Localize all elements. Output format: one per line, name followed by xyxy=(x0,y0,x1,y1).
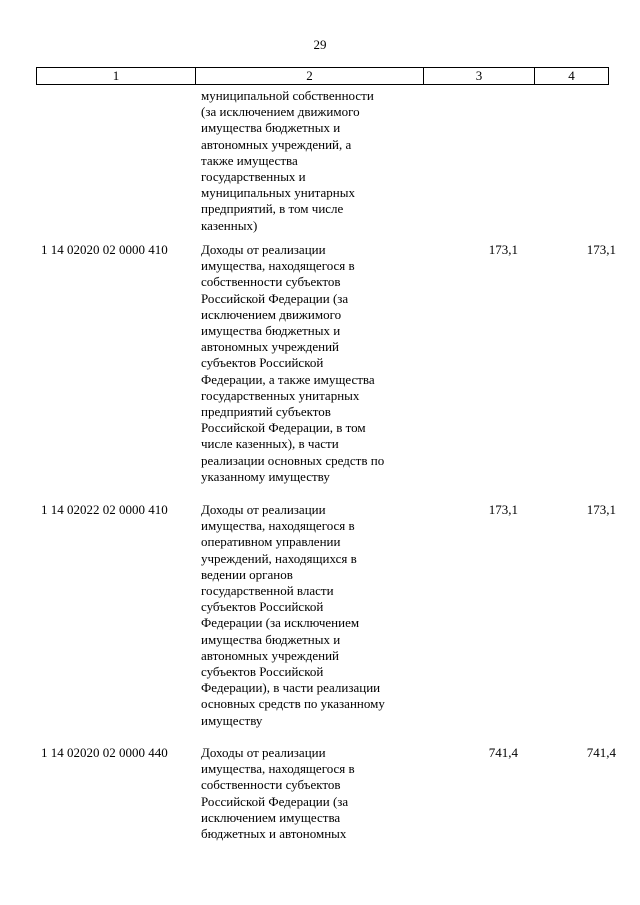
description-line: Российской Федерации (за xyxy=(201,793,349,809)
value-column-3: 173,1 xyxy=(488,502,518,517)
description-line: имущества, находящегося в xyxy=(201,761,355,777)
description-line: муниципальной собственности xyxy=(201,88,374,103)
description-line: (за исключением движимого xyxy=(201,104,360,120)
column-header-3: 3 xyxy=(424,68,535,84)
description-line: государственных и xyxy=(201,169,306,185)
page-number: 29 xyxy=(313,37,327,52)
table-row xyxy=(0,242,640,485)
description-line: числе казенных), в части xyxy=(201,436,339,452)
description-line: предприятий, в том числе xyxy=(201,201,344,217)
table-row xyxy=(0,88,640,234)
column-header-4: 4 xyxy=(568,68,575,83)
description-line: муниципальных унитарных xyxy=(201,185,355,201)
description-line: основных средств по указанному xyxy=(201,696,385,712)
row-description xyxy=(201,745,426,842)
description-line: Федерации), в части реализации xyxy=(201,680,381,696)
description-line: имущества, находящегося в xyxy=(201,518,355,534)
description-line: исключением движимого xyxy=(201,306,342,322)
description-line: ведении органов xyxy=(201,566,293,582)
value-column-4: 173,1 xyxy=(586,502,616,517)
value-column-4: 741,4 xyxy=(586,745,616,760)
description-line: оперативном управлении xyxy=(201,534,341,550)
description-line: бюджетных и автономных xyxy=(201,826,347,842)
description-line: имуществу xyxy=(201,712,263,728)
table-header xyxy=(36,67,609,85)
row-description xyxy=(201,502,426,729)
description-line: автономных учреждений xyxy=(201,647,340,663)
description-line: Федерации (за исключением xyxy=(201,615,360,631)
column-header-1: 1 xyxy=(37,68,196,84)
description-line: субъектов Российской xyxy=(201,599,324,615)
description-line: указанному имуществу xyxy=(201,468,330,484)
description-line: Доходы от реализации xyxy=(201,242,326,257)
value-column-3: 173,1 xyxy=(488,242,518,257)
description-line: собственности субъектов xyxy=(201,777,341,793)
description-line: также имущества xyxy=(201,152,298,168)
description-line: имущества бюджетных и xyxy=(201,120,341,136)
description-line: учреждений, находящихся в xyxy=(201,550,357,566)
description-line: автономных учреждений xyxy=(201,339,340,355)
description-line: Российской Федерации (за xyxy=(201,290,349,306)
table-row xyxy=(0,502,640,729)
description-line: казенных) xyxy=(201,217,258,233)
description-line: имущества бюджетных и xyxy=(201,323,341,339)
description-line: Доходы от реализации xyxy=(201,745,326,760)
description-line: Российской Федерации, в том xyxy=(201,420,366,436)
description-line: собственности субъектов xyxy=(201,274,341,290)
value-column-3: 741,4 xyxy=(488,745,518,760)
description-line: автономных учреждений, а xyxy=(201,136,352,152)
description-line: предприятий субъектов xyxy=(201,404,331,420)
description-line: имущества бюджетных и xyxy=(201,631,341,647)
table-row xyxy=(0,745,640,842)
budget-code: 1 14 02022 02 0000 410 xyxy=(41,502,168,517)
row-description xyxy=(201,242,426,485)
description-line: государственных унитарных xyxy=(201,387,360,403)
description-line: государственной власти xyxy=(201,583,334,599)
description-line: исключением имущества xyxy=(201,809,341,825)
row-description xyxy=(201,88,426,234)
budget-code: 1 14 02020 02 0000 410 xyxy=(41,242,168,257)
description-line: Доходы от реализации xyxy=(201,502,326,517)
budget-code: 1 14 02020 02 0000 440 xyxy=(41,745,168,760)
column-header-2: 2 xyxy=(196,68,424,84)
description-line: Федерации, а также имущества xyxy=(201,371,375,387)
value-column-4: 173,1 xyxy=(586,242,616,257)
description-line: реализации основных средств по xyxy=(201,452,385,468)
description-line: субъектов Российской xyxy=(201,664,324,680)
description-line: субъектов Российской xyxy=(201,355,324,371)
description-line: имущества, находящегося в xyxy=(201,258,355,274)
